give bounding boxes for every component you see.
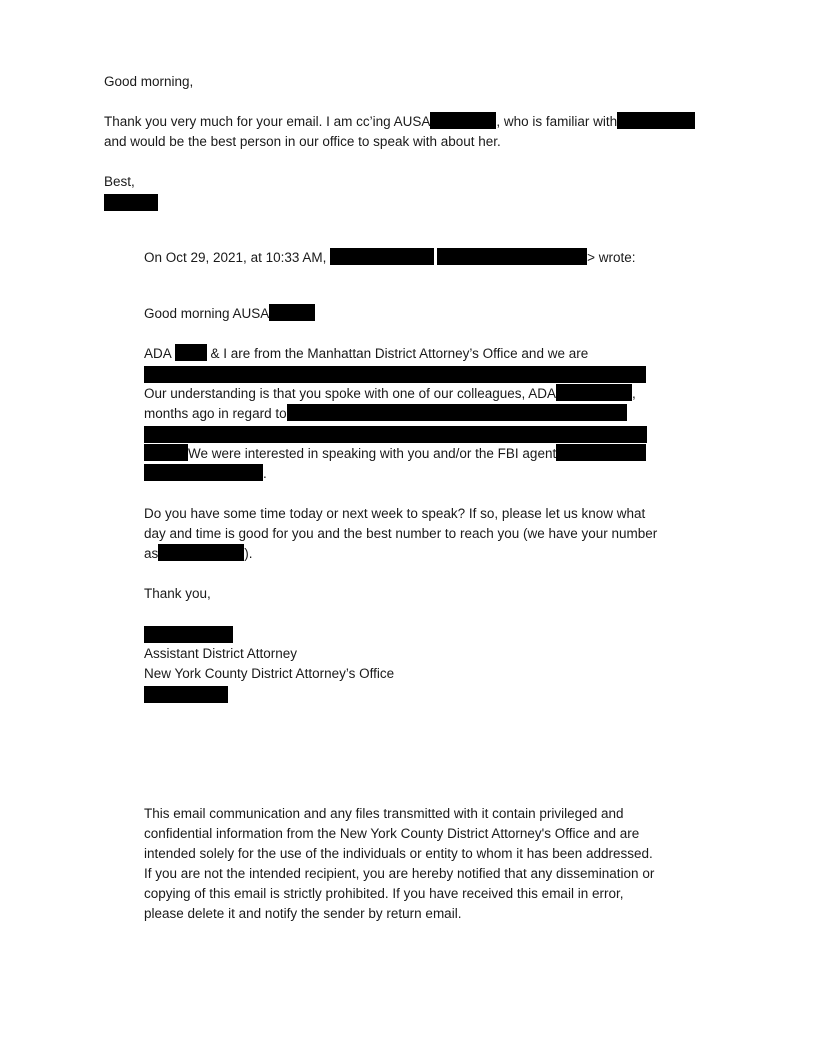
redaction-block — [144, 444, 188, 461]
quoted-text: & I are from the Manhattan District Attorney’s Office and we are — [210, 346, 589, 361]
quoted-header — [144, 248, 636, 268]
redacted-phone — [144, 686, 228, 703]
reply-text: , who is familiar with — [496, 114, 618, 129]
quoted-paragraph-2-line2 — [144, 404, 627, 424]
quoted-text: . — [263, 466, 267, 481]
disclaimer-line: please delete it and notify the sender by return email. — [144, 906, 462, 921]
quoted-header-text: > wrote: — [587, 250, 636, 265]
signature-title: Assistant District Attorney — [144, 646, 298, 661]
quoted-paragraph-2-line5 — [144, 464, 267, 484]
redaction-block — [437, 248, 587, 265]
disclaimer-line: If you are not the intended recipient, you are hereby notified that any dissemination or — [144, 866, 655, 881]
quoted-thanks: Thank you, — [144, 586, 211, 601]
disclaimer-line: intended solely for the use of the individuals or entity to whom it has been addressed. — [144, 846, 653, 861]
reply-closing: Best, — [104, 174, 135, 189]
quoted-paragraph-2-line4 — [144, 444, 646, 464]
redaction-block — [144, 464, 263, 481]
quoted-paragraph-3-line2: day and time is good for you and the best number to reach you (we have your number — [144, 526, 658, 541]
quoted-text: Our understanding is that you spoke with one of our colleagues, ADA — [144, 386, 557, 401]
redaction-block — [144, 366, 646, 383]
quoted-text: as — [144, 546, 159, 561]
redaction-block — [144, 426, 647, 443]
redaction-block — [269, 304, 315, 321]
reply-text: Thank you very much for your email. I am cc’ing AUSA — [104, 114, 431, 129]
quoted-header-text: On Oct 29, 2021, at 10:33 AM, — [144, 250, 327, 265]
redacted-signature — [104, 194, 158, 211]
quoted-paragraph-2-line1 — [144, 384, 636, 404]
disclaimer-line: This email communication and any files transmitted with it contain privileged and — [144, 806, 624, 821]
redaction-block — [556, 384, 632, 401]
redaction-block — [175, 344, 207, 361]
quoted-text: ADA — [144, 346, 172, 361]
redaction-block — [556, 444, 646, 461]
disclaimer-line: confidential information from the New York County District Attorney's Office and are — [144, 826, 640, 841]
redaction-block — [430, 112, 496, 129]
quoted-text: ). — [244, 546, 253, 561]
quoted-paragraph-1 — [144, 344, 588, 364]
reply-paragraph-line2: and would be the best person in our office to speak with about her. — [104, 134, 501, 149]
disclaimer-line: copying of this email is strictly prohibited. If you have received this email in error, — [144, 886, 624, 901]
redacted-signer-name — [144, 626, 233, 643]
quoted-text: We were interested in speaking with you and/or the FBI agent — [188, 446, 557, 461]
signature-office: New York County District Attorney’s Office — [144, 666, 395, 681]
quoted-greeting-text: Good morning AUSA — [144, 306, 270, 321]
quoted-text: months ago in regard to — [144, 406, 287, 421]
quoted-paragraph-3-line1: Do you have some time today or next week to speak? If so, please let us know what — [144, 506, 646, 521]
redaction-block — [287, 404, 627, 421]
quoted-text: , — [632, 386, 636, 401]
quoted-greeting — [144, 304, 315, 324]
greeting: Good morning, — [104, 74, 194, 89]
redaction-block — [158, 544, 244, 561]
redaction-block — [330, 248, 434, 265]
quoted-paragraph-3-line3 — [144, 544, 253, 564]
reply-paragraph-line1 — [104, 112, 695, 132]
redaction-block — [617, 112, 695, 129]
